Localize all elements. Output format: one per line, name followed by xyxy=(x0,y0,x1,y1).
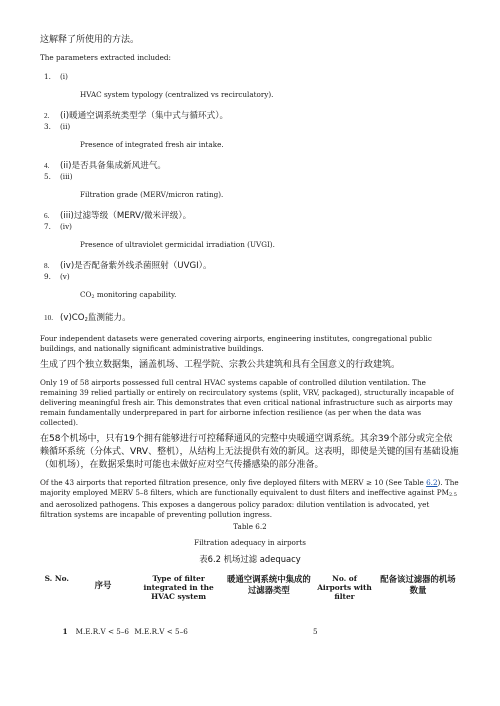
paragraph-airports-en: Only 19 of 58 airports possessed full central HVAC systems capable of controlled dilution ventilation. The remaining 39 relied partially or entirely on recirculatory systems (split, VRV, packaged), structurally incapable of delivering meaningful fresh air. This demonstrates that even critical national infrastructure such as airports may remain fundamentally underprepared in part for airborne infection resilience (as per when the data was collected). xyxy=(40,378,454,427)
header-airport-count-zh: 配备该过滤器的机场数量 xyxy=(380,574,456,595)
header-filter-type: Type of filter integrated in the HVAC system xyxy=(143,574,214,601)
table-row: 1 M.E.R.V < 5–6 M.E.R.V < 5–6 5 xyxy=(62,627,318,636)
header-sno: S. No. xyxy=(44,574,69,583)
list-item: 3. (ii) Presence of integrated fresh air intake. xyxy=(44,122,224,149)
parameter-list xyxy=(40,72,460,326)
filtration-table xyxy=(40,574,460,637)
header-airport-count: No. of Airports with filter xyxy=(317,574,372,601)
list-item: 5. (iii) Filtration grade (MERV/micron rating). xyxy=(44,172,224,199)
list-item: 8. (iv)是否配备紫外线杀菌照射（UVGI）。 xyxy=(44,261,212,271)
table-header-row xyxy=(40,574,460,601)
params-intro: The parameters extracted included: xyxy=(40,53,171,62)
table-label: Table 6.2 xyxy=(233,522,267,531)
table-caption: Filtration adequacy in airports xyxy=(194,538,306,547)
intro-heading: 这解释了所使用的方法。 xyxy=(40,35,140,45)
list-item: 7. (iv) Presence of ultraviolet germicidal irradiation (UVGI). xyxy=(44,222,275,249)
list-item: 4. (ii)是否具备集成新风进气。 xyxy=(44,161,167,171)
header-sno-zh: 序号 xyxy=(94,580,112,590)
paragraph-datasets-zh: 生成了四个独立数据集，涵盖机场、工程学院、宗教公共建筑和具有全国意义的行政建筑。 xyxy=(40,360,401,370)
list-item: 1. (i) HVAC system typology (centralized vs recirculatory). xyxy=(44,72,274,99)
list-item: 2. (i)暖通空调系统类型学（集中式与循环式）。 xyxy=(44,111,229,121)
list-item: 10. $(v)CO_2$监测能力。 xyxy=(44,313,131,323)
list-item: 9. (v) $CO_2$ monitoring capability. xyxy=(44,272,177,300)
table-caption-zh: 表6.2 机场过滤 adequacy xyxy=(199,554,301,564)
paragraph-filtration-en: Of the 43 airports that reported filtration presence, only five deployed filters with MERV ≥ 10 (See Table 6.2). The majority employed MERV 5–8 filters, which are functionally equivalent to dust filters and ineffective against $PM_{2.5}$ and aerosolized pathogens. This exposes a dangerous policy paradox: dilution ventilation is advocated, yet filtration systems are incapable of preventing pollution ingress. xyxy=(40,478,459,519)
list-item: 6. (iii)过滤等级（MERV/微米评级）。 xyxy=(44,211,192,221)
paragraph-airports-zh: 在58个机场中，只有19个拥有能够进行可控稀释通风的完整中央暖通空调系统。其余39个部分或完全依赖循环系统（分体式、VRV、整机），从结构上无法提供有效的新风。这表明，即使是关键的国有基础设施（如机场），在数据采集时可能也未做好应对空气传播感染的部分准备。 xyxy=(40,434,459,470)
paragraph-datasets-en: Four independent datasets were generated covering airports, engineering institutes, congregational public buildings, and nationally significant administrative buildings. xyxy=(40,334,432,353)
header-filter-type-zh: 暖通空调系统中集成的过滤器类型 xyxy=(227,574,311,595)
table-reference-link[interactable]: 6.2 xyxy=(426,478,438,487)
